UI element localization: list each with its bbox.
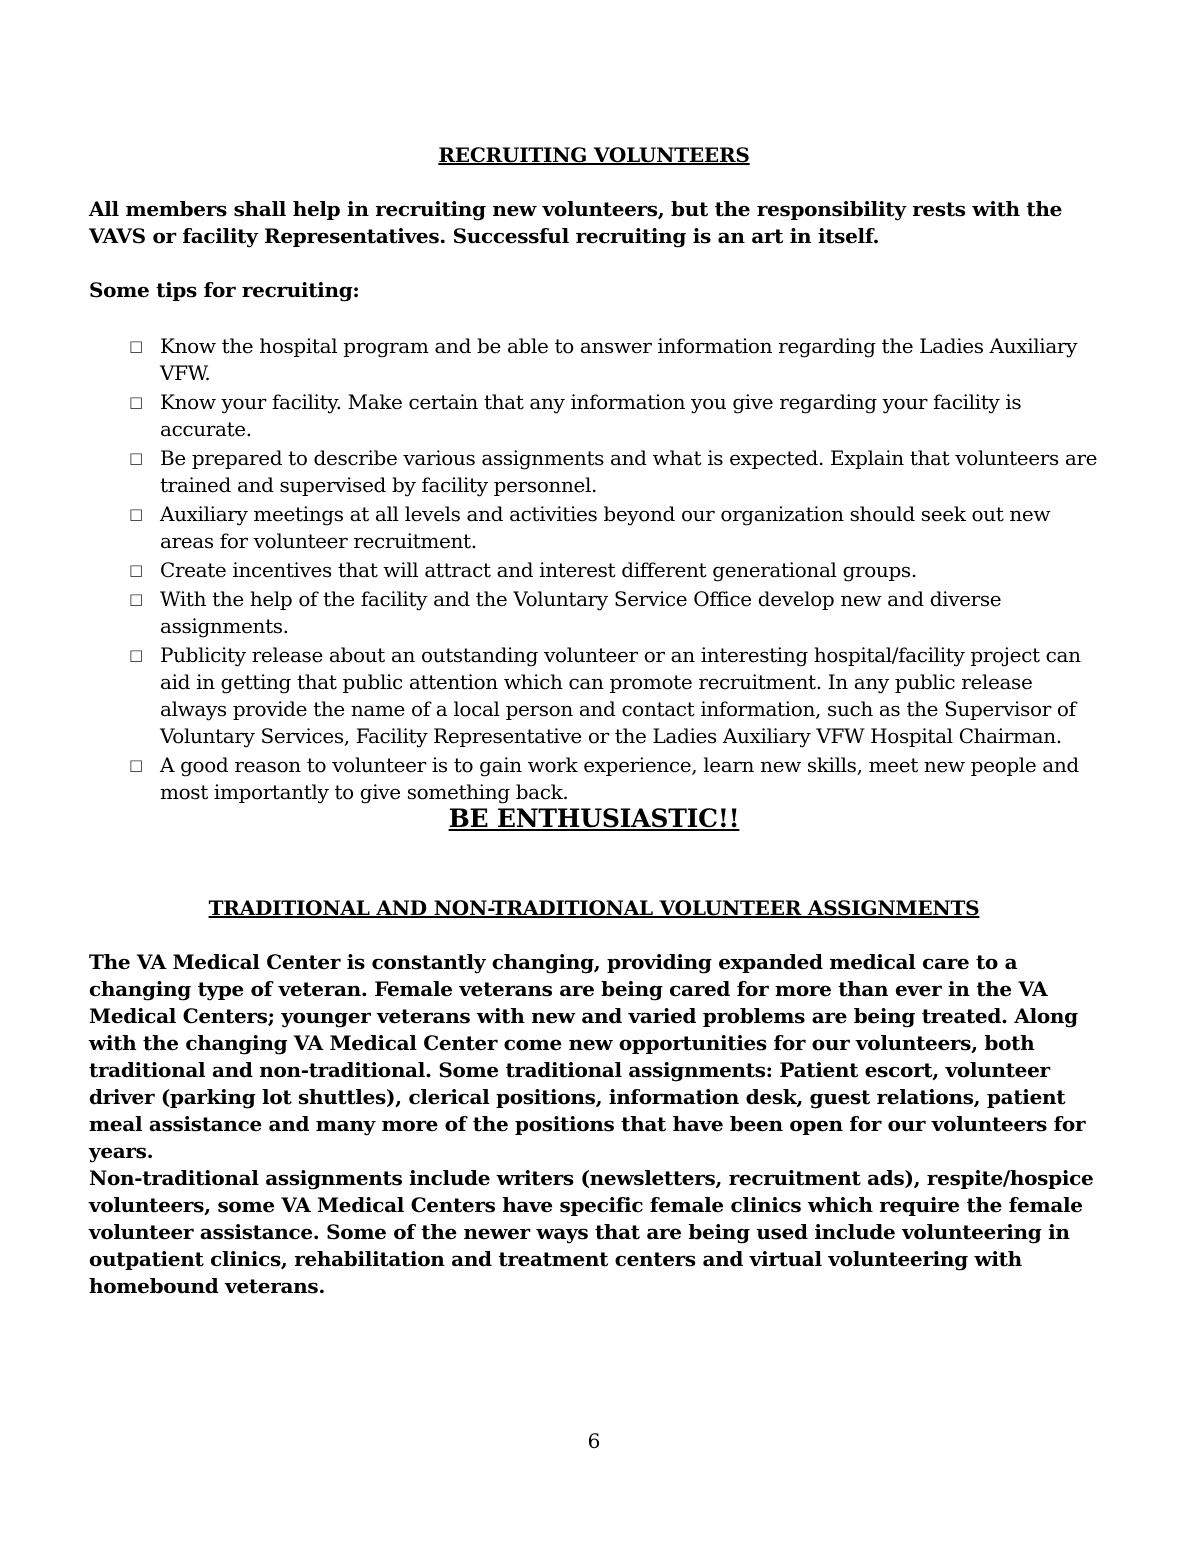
bullet-box-icon: □ (129, 393, 143, 411)
bullet-box-icon: □ (129, 337, 143, 355)
tip-text: Auxiliary meetings at all levels and activities beyond our organization should seek out new areas for volunteer recruitment. (160, 502, 1051, 553)
tip-text: Publicity release about an outstanding volunteer or an interesting hospital/facility project can aid in getting that public attention which can promote recruitment. In any public release always provide the name of a local person and contact information, such as the Supervisor of Voluntary Services, Facility Representative or the Ladies Auxiliary VFW Hospital Chairman. (160, 643, 1081, 748)
bullet-box-icon: □ (129, 449, 143, 467)
section-title-assignments: TRADITIONAL AND NON-TRADITIONAL VOLUNTEER ASSIGNMENTS (208, 896, 980, 920)
list-item (129, 752, 1099, 806)
list-item (129, 586, 1099, 640)
list-item (129, 501, 1099, 555)
page-number: 6 (587, 1429, 601, 1453)
tip-text: Be prepared to describe various assignments and what is expected. Explain that volunteers are trained and supervised by facility personnel. (160, 446, 1098, 497)
assignments-paragraph-2: Non-traditional assignments include writers (newsletters, recruitment ads), respite/hospice volunteers, some VA Medical Centers have specific female clinics which require the female volunteer assistance. Some of the newer ways that are being used include volunteering in outpatient clinics, rehabilitation and treatment centers and virtual volunteering with homebound veterans. (89, 1166, 1094, 1298)
list-item (129, 642, 1099, 750)
tip-text: Create incentives that will attract and interest different generational groups. (160, 558, 917, 582)
list-item (129, 389, 1099, 443)
list-item (129, 445, 1099, 499)
section-title-recruiting: RECRUITING VOLUNTEERS (438, 143, 750, 167)
tip-text: With the help of the facility and the Voluntary Service Office develop new and diverse assignments. (160, 587, 1002, 638)
bullet-box-icon: □ (129, 590, 143, 608)
be-enthusiastic-heading: BE ENTHUSIASTIC!! (448, 804, 740, 833)
tip-text: Know your facility. Make certain that any information you give regarding your facility is accurate. (160, 390, 1022, 441)
recruiting-intro-paragraph: All members shall help in recruiting new volunteers, but the responsibility rests with the VAVS or facility Representatives. Successful recruiting is an art in itself. (89, 197, 1063, 248)
bullet-box-icon: □ (129, 646, 143, 664)
bullet-box-icon: □ (129, 561, 143, 579)
tips-heading: Some tips for recruiting: (89, 278, 360, 302)
tip-text: A good reason to volunteer is to gain work experience, learn new skills, meet new people and most importantly to give something back. (160, 753, 1079, 804)
tips-list (129, 333, 1099, 808)
assignments-paragraph-1: The VA Medical Center is constantly changing, providing expanded medical care to a changing type of veteran. Female veterans are being cared for more than ever in the VA Medical Centers; younger veterans with new and varied problems are being treated. Along with the changing VA Medical Center come new opportunities for our volunteers, both traditional and non-traditional. Some traditional assignments: Patient escort, volunteer driver (parking lot shuttles), clerical positions, information desk, guest relations, patient meal assistance and many more of the positions that have been open for our volunteers for years. (89, 950, 1086, 1163)
bullet-box-icon: □ (129, 756, 143, 774)
bullet-box-icon: □ (129, 505, 143, 523)
list-item (129, 557, 1099, 584)
list-item (129, 333, 1099, 387)
tip-text: Know the hospital program and be able to answer information regarding the Ladies Auxiliary VFW. (160, 334, 1078, 385)
